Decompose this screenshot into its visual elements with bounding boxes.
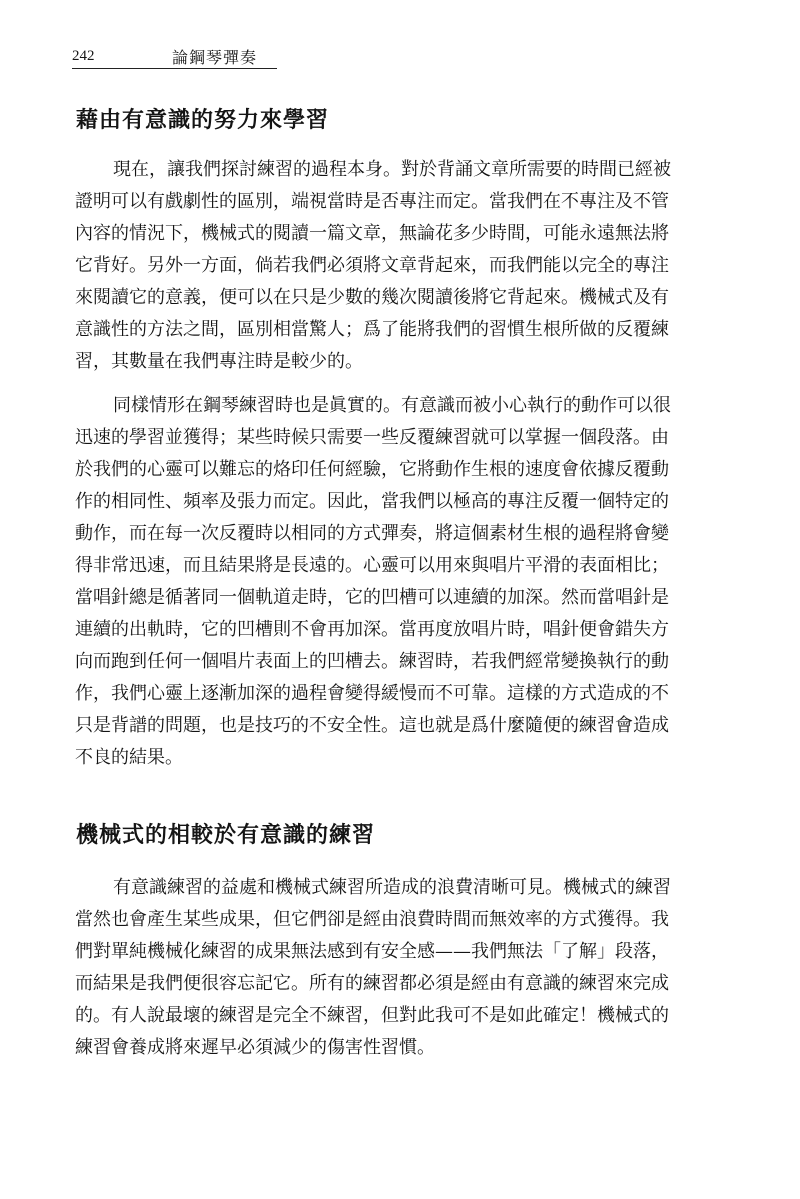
text-line: 習，其數量在我們專注時是較少的。 (75, 351, 363, 372)
text-line: 證明可以有戲劇性的區別，端視當時是否專注而定。當我們在不專注及不管 (75, 191, 669, 212)
text-line: 當唱針總是循著同一個軌道走時，它的凹槽可以連續的加深。然而當唱針是 (75, 587, 669, 608)
text-line: 作的相同性、頻率及張力而定。因此，當我們以極高的專注反覆一個特定的 (75, 491, 669, 512)
section-heading-1: 藉由有意識的努力來學習 (76, 107, 330, 133)
text-line: 得非常迅速，而且結果將是長遠的。心靈可以用來與唱片平滑的表面相比； (75, 555, 669, 576)
text-line: 內容的情況下，機械式的閱讀一篇文章，無論花多少時間，可能永遠無法將 (75, 223, 669, 244)
text-line: 它背好。另外一方面，倘若我們必須將文章背起來，而我們能以完全的專注 (75, 255, 669, 276)
page-header (72, 44, 277, 69)
text-line: 的。有人說最壞的練習是完全不練習，但對此我可不是如此確定！機械式的 (75, 1005, 669, 1026)
text-line: 們對單純機械化練習的成果無法感到有安全感——我們無法「了解」段落， (75, 941, 669, 962)
text-line: 於我們的心靈可以難忘的烙印任何經驗，它將動作生根的速度會依據反覆動 (75, 459, 669, 480)
text-line: 不良的結果。 (75, 747, 183, 768)
text-line: 而結果是我們便很容忘記它。所有的練習都必須是經由有意識的練習來完成 (75, 973, 669, 994)
text-line: 向而跑到任何一個唱片表面上的凹槽去。練習時，若我們經常變換執行的動 (75, 651, 669, 672)
text-line: 作，我們心靈上逐漸加深的過程會變得緩慢而不可靠。這樣的方式造成的不 (75, 683, 669, 704)
text-line: 迅速的學習並獲得；某些時候只需要一些反覆練習就可以掌握一個段落。由 (75, 427, 669, 448)
text-line: 練習會養成將來遲早必須減少的傷害性習慣。 (75, 1037, 435, 1058)
text-line: 同樣情形在鋼琴練習時也是眞實的。有意識而被小心執行的動作可以很 (113, 395, 671, 416)
text-line: 連續的出軌時，它的凹槽則不會再加深。當再度放唱片時，唱針便會錯失方 (75, 619, 669, 640)
text-line: 只是背譜的問題，也是技巧的不安全性。這也就是爲什麼隨便的練習會造成 (75, 715, 669, 736)
page-number: 242 (72, 48, 95, 64)
running-title: 論鋼琴彈奏 (172, 48, 258, 67)
section-heading-2: 機械式的相較於有意識的練習 (76, 822, 376, 848)
text-line: 當然也會產生某些成果，但它們卻是經由浪費時間而無效率的方式獲得。我 (75, 909, 669, 930)
text-line: 意識性的方法之間，區別相當驚人；爲了能將我們的習慣生根所做的反覆練 (75, 319, 669, 340)
text-line: 有意識練習的益處和機械式練習所造成的浪費清晰可見。機械式的練習 (113, 877, 671, 898)
text-line: 動作，而在每一次反覆時以相同的方式彈奏，將這個素材生根的過程將會變 (75, 523, 669, 544)
text-line: 來閱讀它的意義，便可以在只是少數的幾次閱讀後將它背起來。機械式及有 (75, 287, 669, 308)
text-line: 現在，讓我們探討練習的過程本身。對於背誦文章所需要的時間已經被 (113, 159, 671, 180)
